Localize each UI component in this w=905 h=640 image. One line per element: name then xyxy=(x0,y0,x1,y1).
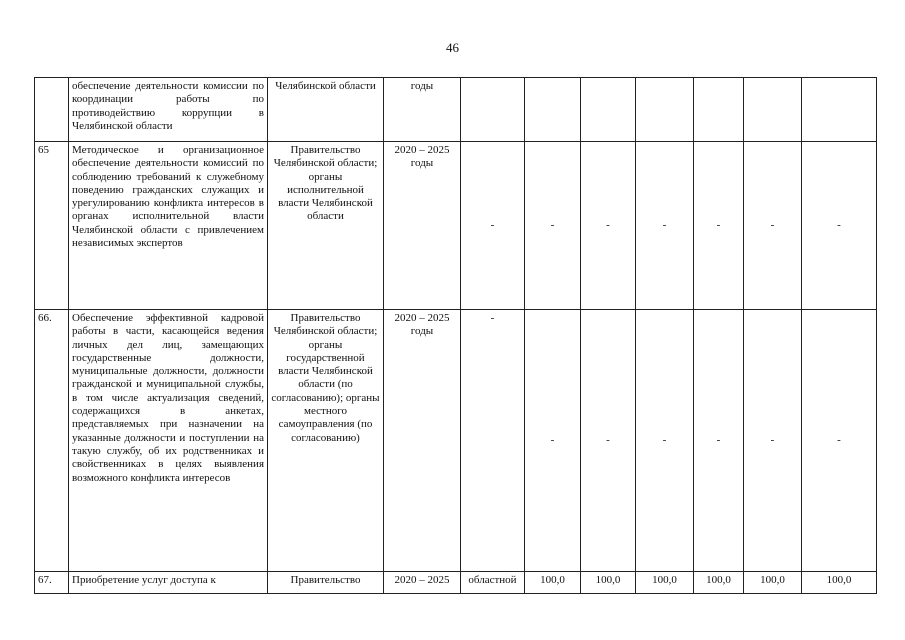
amount-cell: - xyxy=(744,142,802,310)
executor: Правительство Челябинской области; органы государственной власти Челябинской области (по согласованию); органы местного самоуправления (по согласованию) xyxy=(268,310,384,572)
amount-cell xyxy=(694,78,744,142)
amount-cell: - xyxy=(802,142,877,310)
row-number: 66. xyxy=(35,310,69,572)
amount-cell xyxy=(802,78,877,142)
table-row xyxy=(35,78,877,142)
page-number: 46 xyxy=(446,40,459,55)
table-row xyxy=(35,310,877,572)
term: годы xyxy=(384,78,461,142)
funding-source: областной xyxy=(461,572,525,594)
row-number: 67. xyxy=(35,572,69,594)
term: 2020 – 2025 xyxy=(384,572,461,594)
amount-cell: - xyxy=(694,310,744,572)
amount-cell: 100,0 xyxy=(525,572,581,594)
amount-cell xyxy=(581,78,636,142)
term: 2020 – 2025 годы xyxy=(384,310,461,572)
measure-description: Приобретение услуг доступа к xyxy=(69,572,268,594)
measure-description: Обеспечение эффективной кадровой работы в части, касающейся ведения личных дел лиц, замещающих государственные должности, муниципальные должности, должности гражданской и муниципальной службы, в том числе актуализация сведений, содержащихся в анкетах, представляемых при назначении на указанные должности и поступлении на такую службу, об их родственниках и свойственниках в целях выявления возможного конфликта интересов xyxy=(69,310,268,572)
amount-cell: - xyxy=(581,142,636,310)
amount-cell: - xyxy=(636,142,694,310)
table-row xyxy=(35,142,877,310)
amount-cell: - xyxy=(694,142,744,310)
funding-source: - xyxy=(461,310,525,572)
amount-cell: - xyxy=(581,310,636,572)
table-row xyxy=(35,572,877,594)
measure-description: обеспечение деятельности комиссии по координации работы по противодействию коррупции в Челябинской области xyxy=(69,78,268,142)
amount-cell: 100,0 xyxy=(694,572,744,594)
amount-cell xyxy=(636,78,694,142)
executor: Челябинской области xyxy=(268,78,384,142)
row-number: 65 xyxy=(35,142,69,310)
amount-cell: - xyxy=(525,142,581,310)
program-table xyxy=(34,77,877,594)
executor: Правительство Челябинской области; органы исполнительной власти Челябинской области xyxy=(268,142,384,310)
amount-cell: - xyxy=(744,310,802,572)
amount-cell: 100,0 xyxy=(581,572,636,594)
amount-cell: 100,0 xyxy=(744,572,802,594)
measure-description: Методическое и организационное обеспечение деятельности комиссий по соблюдению требований к служебному поведению гражданских служащих и урегулированию конфликта интересов в органах исполнительной власти Челябинской области с привлечением независимых экспертов xyxy=(69,142,268,310)
amount-cell: 100,0 xyxy=(636,572,694,594)
amount-cell: - xyxy=(525,310,581,572)
amount-cell: - xyxy=(636,310,694,572)
row-number xyxy=(35,78,69,142)
amount-cell xyxy=(744,78,802,142)
amount-cell: - xyxy=(802,310,877,572)
funding-source: - xyxy=(461,142,525,310)
amount-cell xyxy=(525,78,581,142)
amount-cell: 100,0 xyxy=(802,572,877,594)
term: 2020 – 2025 годы xyxy=(384,142,461,310)
funding-source xyxy=(461,78,525,142)
executor: Правительство xyxy=(268,572,384,594)
